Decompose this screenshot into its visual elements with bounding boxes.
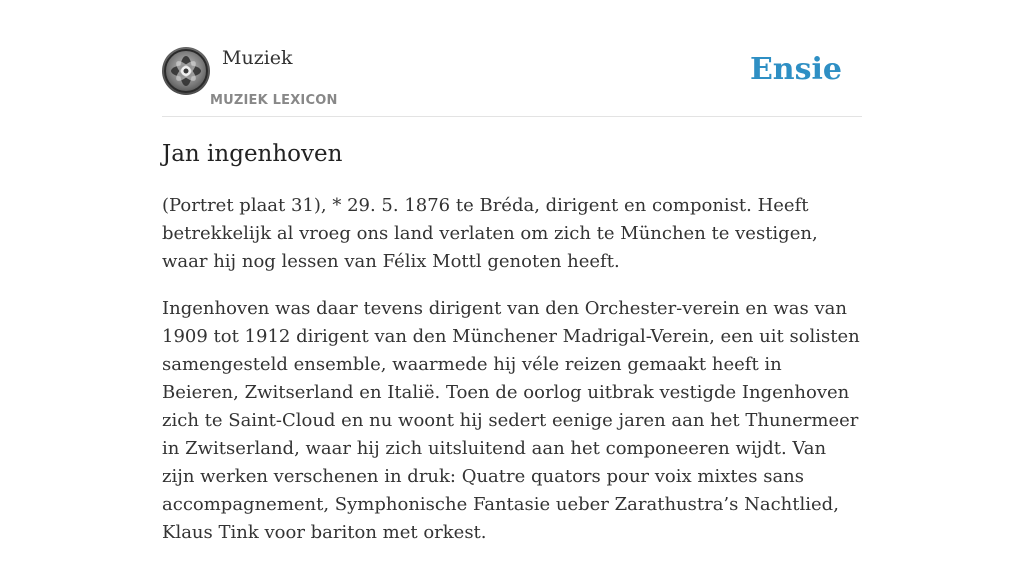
- ensie-logo[interactable]: Ensie: [749, 52, 842, 87]
- source-name[interactable]: Muziek: [222, 47, 293, 69]
- article-content: [162, 138, 862, 566]
- article-paragraph-1: (Portret plaat 31), * 29. 5. 1876 te Bréda, dirigent en componist. Heeft betrekkelijk al vroeg ons land verlaten om zich te München te vestigen, waar hij nog lessen van Félix Mottl genoten heeft.: [162, 195, 818, 272]
- article-paragraph-2: Ingenhoven was daar tevens dirigent van den Orchester-verein en was van 1909 tot 1912 dirigent van den Münchener Madrigal-Verein, een uit solisten samengesteld ensemble, waarmede hij véle reizen gemaakt heeft in Beieren, Zwitserland en Italië. Toen de oorlog uitbrak vestigde Ingenhoven zich te Saint-Cloud en nu woont hij sedert eenige jaren aan het Thunermeer in Zwitserland, waar hij zich uitsluitend aan het componeeren wijdt. Van zijn werken verschenen in druk: Quatre quators pour voix mixtes sans accompagnement, Symphonische Fantasie ueber Zarathustra’s Nachtlied, Klaus Tink voor bariton met orkest.: [162, 298, 860, 543]
- ornament-avatar-icon[interactable]: [162, 47, 210, 95]
- article-title: Jan ingenhoven: [162, 141, 343, 167]
- source-header: [162, 44, 862, 117]
- source-subtitle: MUZIEK LEXICON: [210, 93, 338, 108]
